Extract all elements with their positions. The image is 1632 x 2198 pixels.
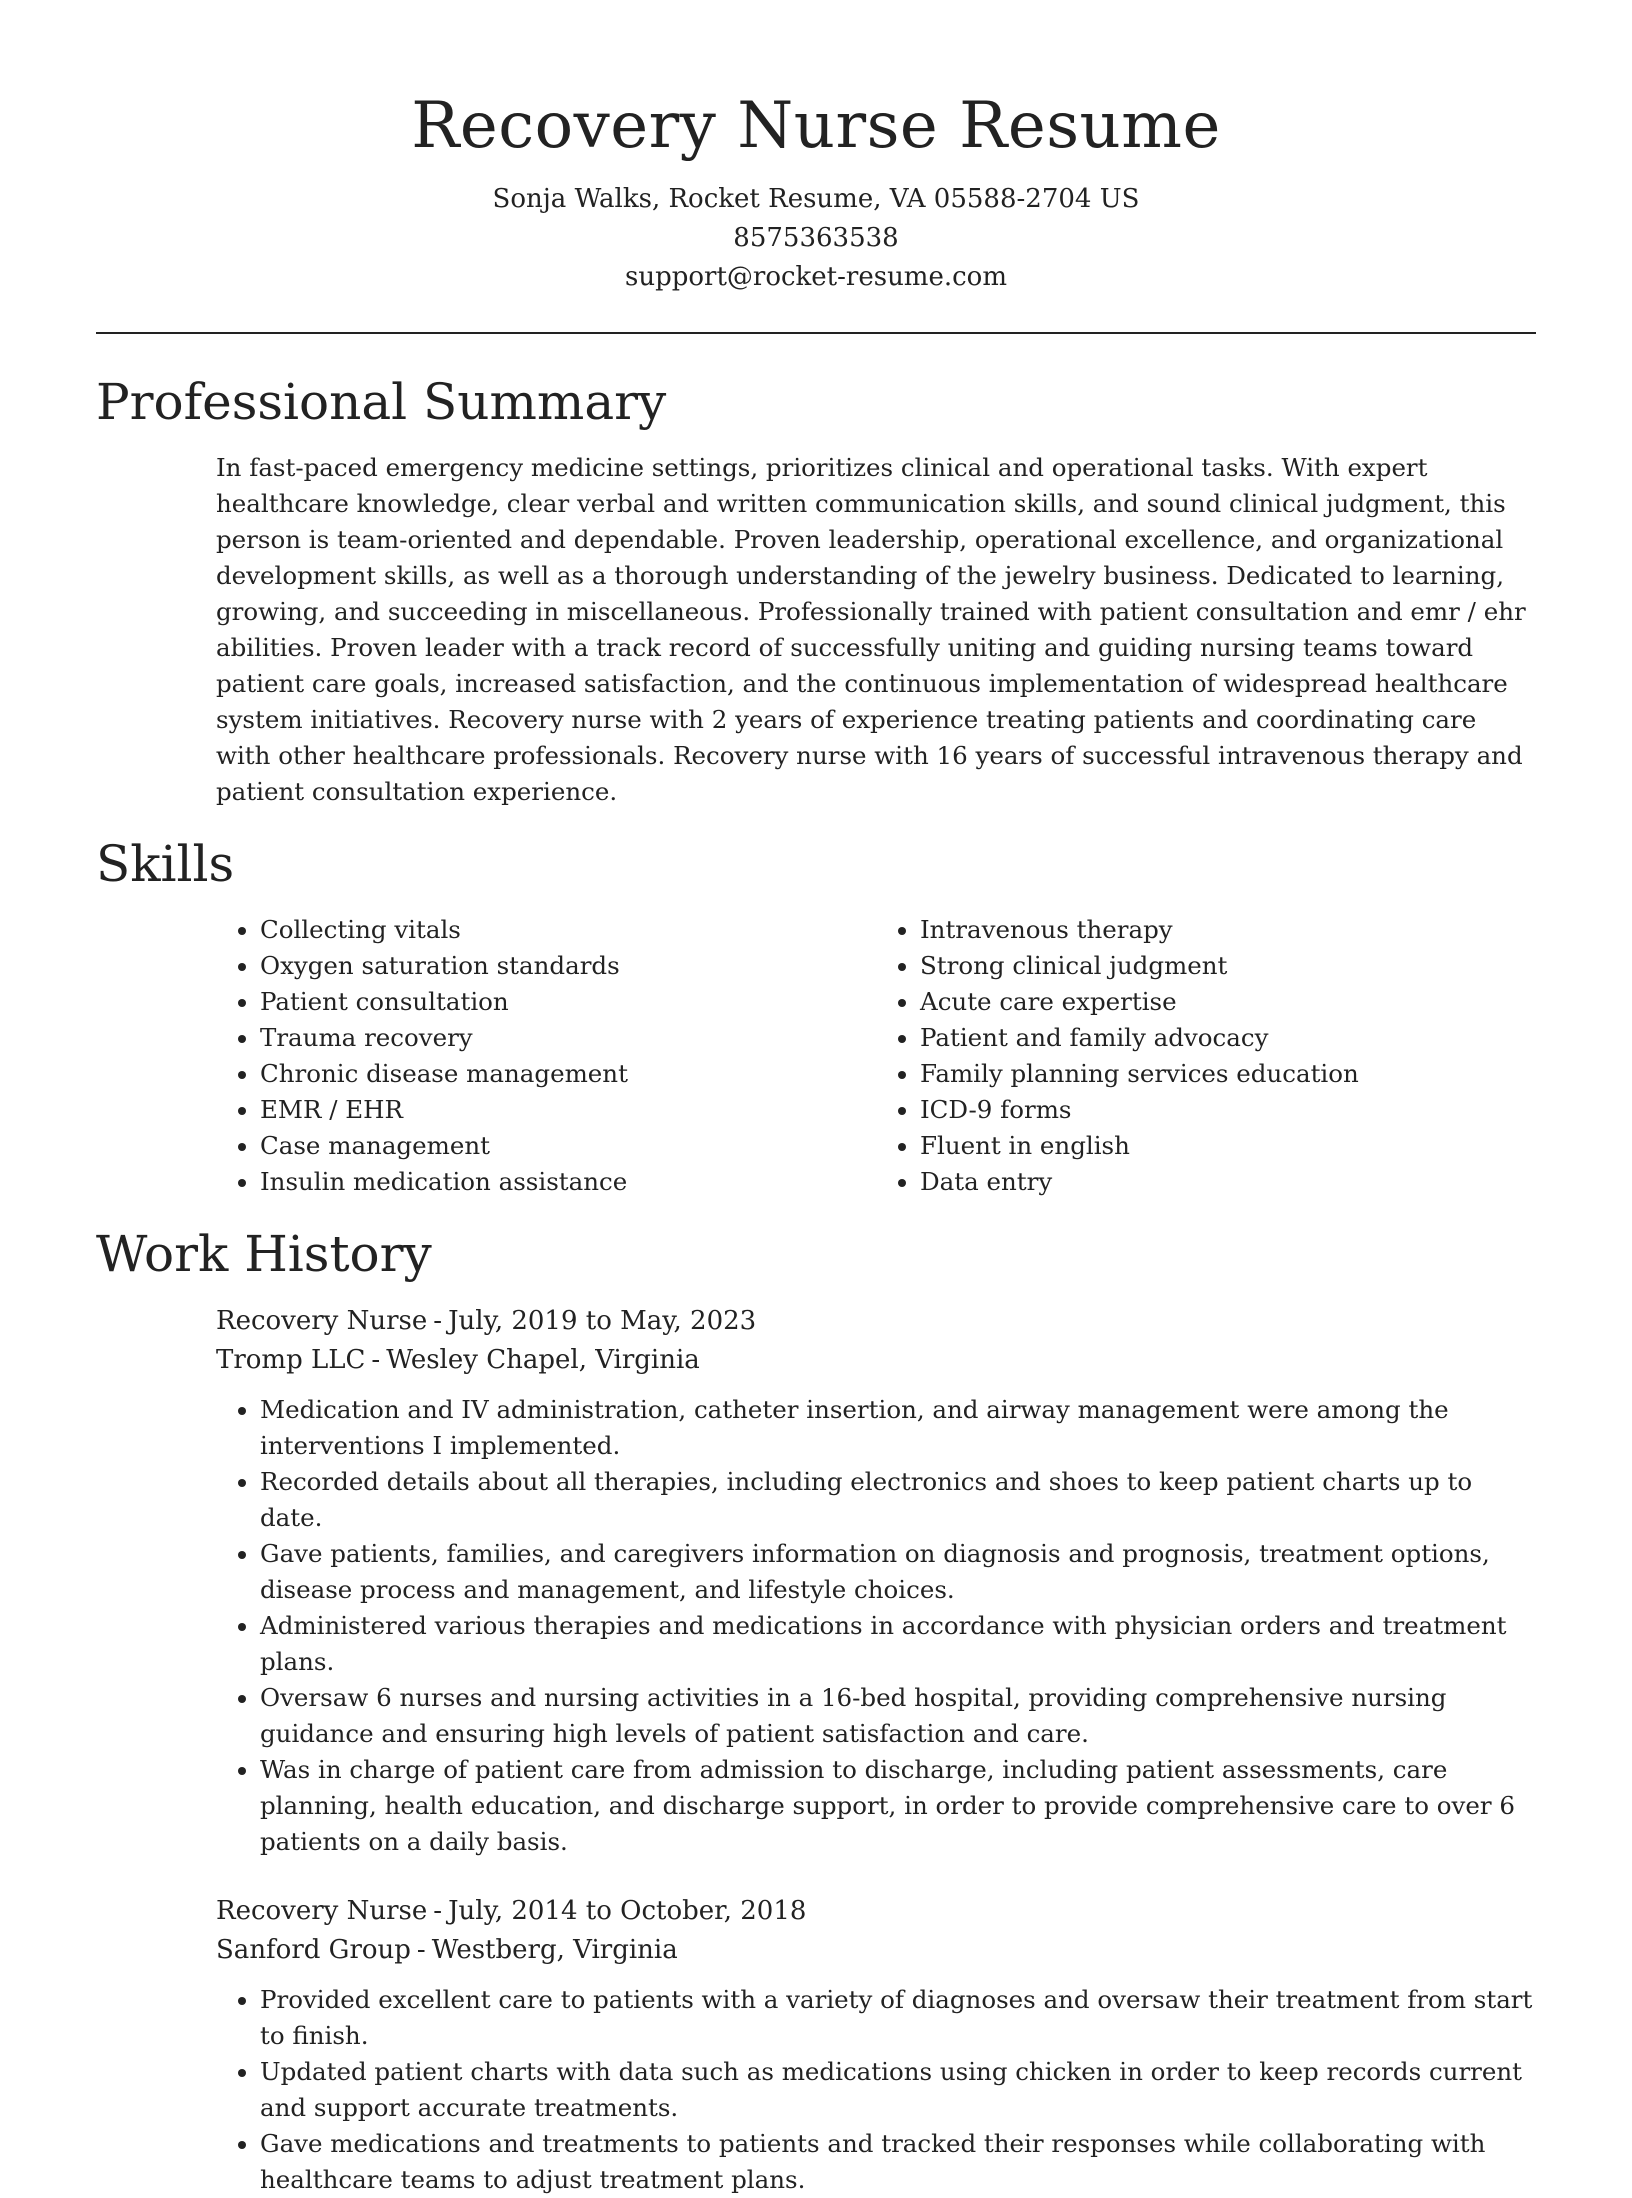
- job-bullet: • Was in charge of patient care from admission to discharge, including patient assessments, care planning, health education, and discharge support, in order to provide comprehensive care to over 6 patients on a daily basis.: [260, 1752, 1536, 1860]
- contact-phone: 8575363538: [733, 223, 899, 253]
- skill-item: • Case management: [260, 1128, 876, 1164]
- resume-header: [96, 0, 1536, 297]
- page-title: Recovery Nurse Resume: [411, 89, 1221, 163]
- skills-list-left: [216, 912, 876, 1200]
- job-title-line: [216, 1892, 1536, 1931]
- summary-heading: Professional Summary: [96, 373, 667, 431]
- job-bullet-list: [216, 1392, 1536, 1860]
- job-entry-1: [216, 1302, 1536, 1860]
- skill-item: • Trauma recovery: [260, 1020, 876, 1056]
- separator: -: [371, 1345, 381, 1375]
- separator: -: [433, 1306, 443, 1336]
- job-location: Westberg, Virginia: [431, 1935, 678, 1965]
- work-history-heading: Work History: [96, 1225, 432, 1283]
- skill-item: • Oxygen saturation standards: [260, 948, 876, 984]
- skills-heading: Skills: [96, 835, 235, 893]
- job-entry-2: [216, 1892, 1536, 2198]
- job-bullet: • Updated patient charts with data such as medications using chicken in order to keep records current and support accurate treatments.: [260, 2054, 1536, 2126]
- job-company-line: [216, 1931, 1536, 1970]
- skill-item: • Data entry: [920, 1164, 1536, 1200]
- job-company: Sanford Group: [216, 1935, 411, 1965]
- job-bullet-list: [216, 1982, 1536, 2198]
- separator: -: [416, 1935, 426, 1965]
- job-bullet: • Oversaw 6 nurses and nursing activities in a 16-bed hospital, providing comprehensive nursing guidance and ensuring high levels of patient satisfaction and care.: [260, 1680, 1536, 1752]
- job-dates: July, 2014 to October, 2018: [448, 1896, 807, 1926]
- skill-item: • Patient and family advocacy: [920, 1020, 1536, 1056]
- skill-item: • Acute care expertise: [920, 984, 1536, 1020]
- job-dates: July, 2019 to May, 2023: [448, 1306, 757, 1336]
- job-company-line: [216, 1341, 1536, 1380]
- skill-item: • Strong clinical judgment: [920, 948, 1536, 984]
- skills-grid: [216, 912, 1536, 1200]
- contact-email[interactable]: support@rocket-resume.com: [624, 262, 1007, 292]
- skills-list-right: [876, 912, 1536, 1200]
- job-title: Recovery Nurse: [216, 1306, 428, 1336]
- job-bullet: • Medication and IV administration, catheter insertion, and airway management were among the interventions I implemented.: [260, 1392, 1536, 1464]
- job-bullet: • Provided excellent care to patients with a variety of diagnoses and oversaw their treatment from start to finish.: [260, 1982, 1536, 2054]
- job-company: Tromp LLC: [216, 1345, 366, 1375]
- job-title: Recovery Nurse: [216, 1896, 428, 1926]
- job-bullet: • Administered various therapies and medications in accordance with physician orders and treatment plans.: [260, 1608, 1536, 1680]
- contact-address: Sonja Walks, Rocket Resume, VA 05588-2704 US: [492, 184, 1140, 214]
- summary-text: In fast-paced emergency medicine settings, prioritizes clinical and operational tasks. With expert healthcare knowledge, clear verbal and written communication skills, and sound clinical judgment, this person is team-oriented and dependable. Proven leadership, operational excellence, and organizational development skills, as well as a thorough understanding of the jewelry business. Dedicated to learning, growing, and succeeding in miscellaneous. Professionally trained with patient consultation and emr / ehr abilities. Proven leader with a track record of successfully uniting and guiding nursing teams toward patient care goals, increased satisfaction, and the continuous implementation of widespread healthcare system initiatives. Recovery nurse with 2 years of experience treating patients and coordinating care with other healthcare professionals. Recovery nurse with 16 years of successful intravenous therapy and patient consultation experience.: [216, 453, 1526, 806]
- skill-item: • Intravenous therapy: [920, 912, 1536, 948]
- skill-item: • Patient consultation: [260, 984, 876, 1020]
- contact-block: [96, 180, 1536, 297]
- skill-item: • Family planning services education: [920, 1056, 1536, 1092]
- job-title-line: [216, 1302, 1536, 1341]
- job-bullet: • Gave patients, families, and caregivers information on diagnosis and prognosis, treatment options, disease process and management, and lifestyle choices.: [260, 1536, 1536, 1608]
- job-bullet: • Recorded details about all therapies, including electronics and shoes to keep patient charts up to date.: [260, 1464, 1536, 1536]
- job-bullet: • Gave medications and treatments to patients and tracked their responses while collaborating with healthcare teams to adjust treatment plans.: [260, 2126, 1536, 2198]
- skill-item: • Collecting vitals: [260, 912, 876, 948]
- skill-item: • Insulin medication assistance: [260, 1164, 876, 1200]
- skill-item: • EMR / EHR: [260, 1092, 876, 1128]
- skill-item: • Fluent in english: [920, 1128, 1536, 1164]
- job-location: Wesley Chapel, Virginia: [386, 1345, 700, 1375]
- skill-item: • ICD-9 forms: [920, 1092, 1536, 1128]
- header-divider: [96, 332, 1536, 334]
- skill-item: • Chronic disease management: [260, 1056, 876, 1092]
- separator: -: [433, 1896, 443, 1926]
